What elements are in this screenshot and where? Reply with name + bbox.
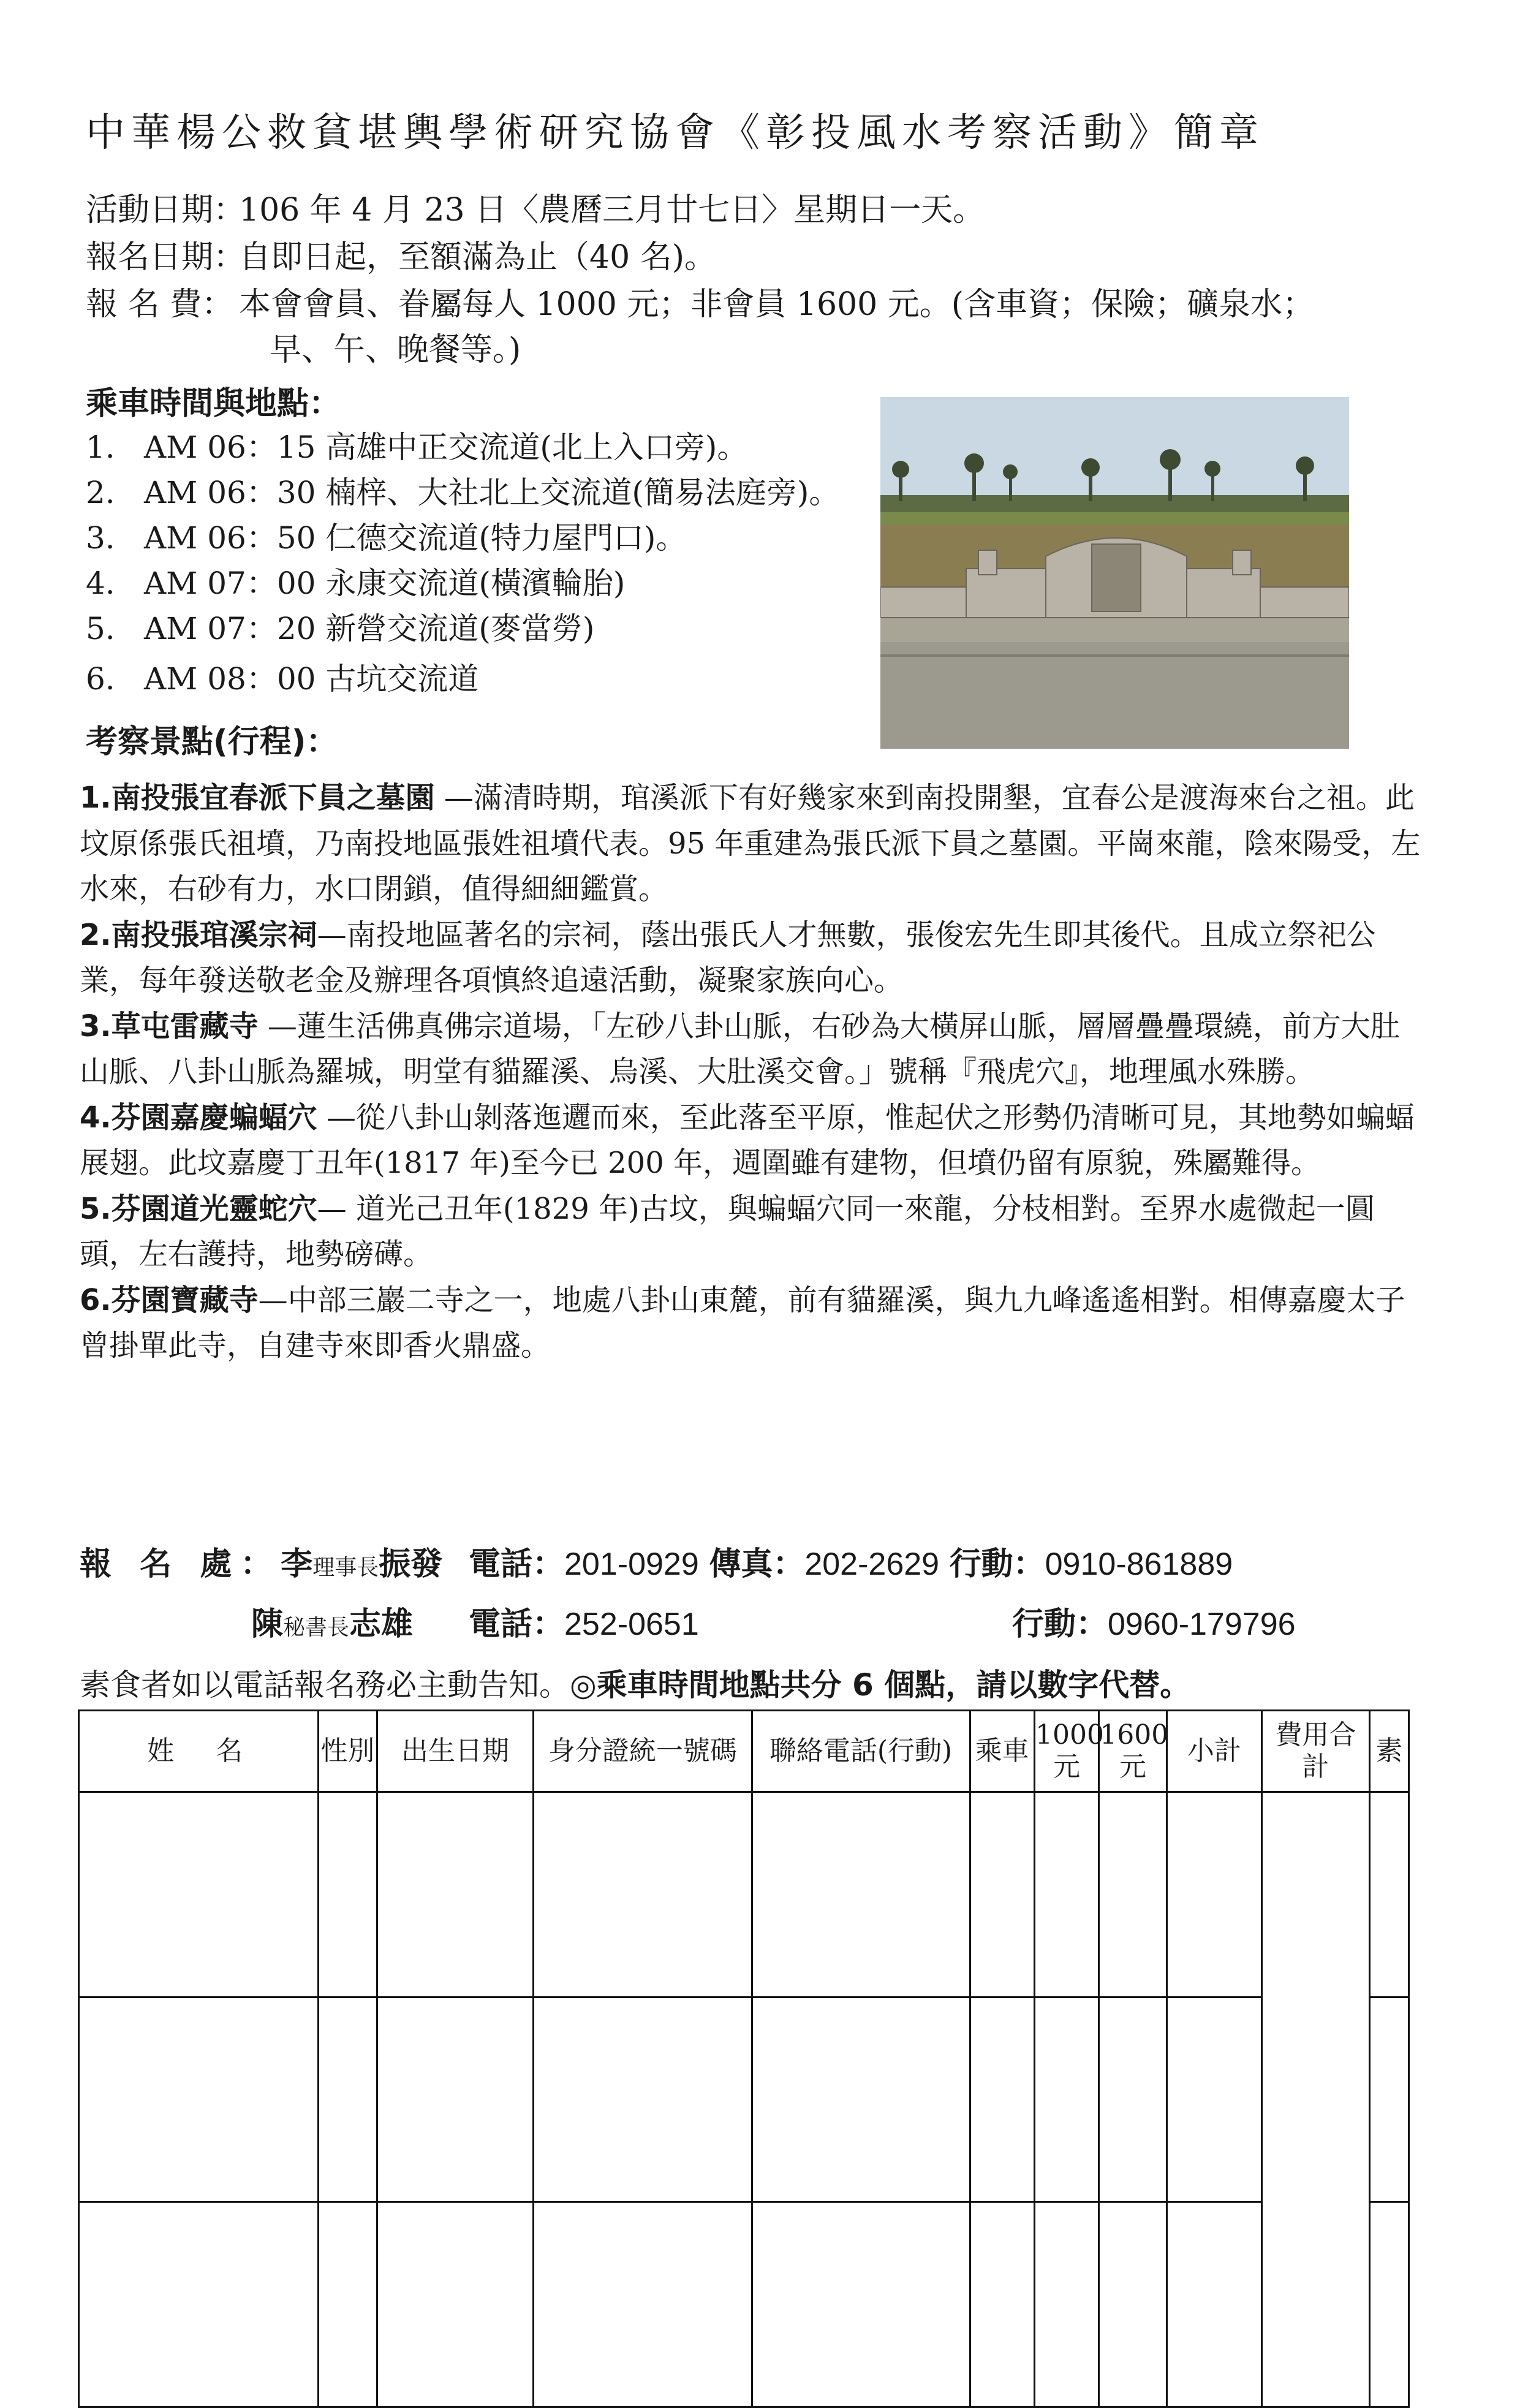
signup-fee-label: 報 名 費：	[86, 286, 234, 323]
contact-role: 秘書長	[283, 1615, 350, 1640]
activity-date-label: 活動日期：	[86, 192, 246, 229]
phone-number: 252-0651	[564, 1607, 699, 1642]
site-description: —滿清時期，琯溪派下有好幾家來到南投開墾，宜春公是渡海來台之祖。此坟原係張氏祖墳，乃南投地區張姓祖墳代表。95 年重建為張氏派下員之墓園。平崗來龍，陰來陽受，左水來，右砂有力，水口閉鎖，值得細細鑑賞。	[80, 781, 1421, 906]
form-cell-pickup[interactable]	[970, 2202, 1034, 2407]
signup-fee-continued: 早、午、晚餐等。)	[270, 331, 521, 368]
signup-date-label: 報名日期：	[86, 239, 246, 276]
pickup-code-note: ◎乘車時間地點共分 6 個點，請以數字代替。	[570, 1667, 1191, 1703]
site-title: 1.南投張宜春派下員之墓園	[80, 781, 435, 815]
contact-row-2-mobile	[1012, 1598, 1296, 1644]
site-item	[80, 1095, 1427, 1186]
pickup-stop-text: AM 07：00 永康交流道(橫濱輪胎)	[144, 566, 626, 601]
site-title: 3.草屯雷藏寺	[80, 1009, 259, 1043]
form-cell-pickup[interactable]	[970, 1997, 1034, 2202]
pickup-stop	[86, 468, 839, 512]
form-cell-birth-date[interactable]	[377, 2202, 534, 2407]
form-cell-id-number[interactable]	[534, 1792, 752, 1997]
form-row	[79, 2202, 1409, 2407]
contact-row-1-numbers	[469, 1538, 1233, 1584]
contact-row-2	[251, 1598, 413, 1644]
activity-date	[86, 184, 985, 230]
pickup-stop	[86, 654, 478, 699]
site-description: —蓮生活佛真佛宗道場，「左砂八卦山脈，右砂為大橫屏山脈，層層疊疊環繞，前方大肚山脈、八卦山脈為羅城，明堂有貓羅溪、烏溪、大肚溪交會。」號稱『飛虎穴』，地理風水殊勝。	[80, 1009, 1400, 1089]
form-cell-vegetarian[interactable]	[1369, 1792, 1408, 1997]
form-cell-total[interactable]	[1262, 1792, 1370, 2407]
form-cell-subtotal[interactable]	[1166, 1997, 1262, 2202]
header-total: 費用合計	[1262, 1711, 1370, 1792]
mobile-label: 行動：	[949, 1546, 1045, 1583]
mobile-number: 0910-861889	[1045, 1547, 1233, 1582]
site-description: —從八卦山剝落迤邐而來，至此落至平原，惟起伏之形勢仍清晰可見，其地勢如蝙蝠展翅。此坟嘉慶丁丑年(1817 年)至今已 200 年，週圍雖有建物，但墳仍留有原貌，殊屬難得。	[80, 1100, 1415, 1180]
form-cell-vegetarian[interactable]	[1369, 2202, 1408, 2407]
contact-role: 理事長	[312, 1555, 379, 1580]
contact-row-1	[80, 1538, 442, 1584]
form-cell-fee-1600[interactable]	[1099, 1997, 1166, 2202]
form-cell-fee-1600[interactable]	[1099, 1792, 1166, 1997]
pickup-stop	[86, 559, 625, 603]
form-cell-pickup[interactable]	[970, 1792, 1034, 1997]
form-cell-fee-1600[interactable]	[1099, 2202, 1166, 2407]
site-title: 5.芬園道光靈蛇穴	[80, 1191, 317, 1226]
site-item	[80, 1004, 1427, 1095]
mobile-label: 行動：	[1012, 1606, 1108, 1643]
contact-name: 振發	[379, 1546, 443, 1583]
fax-number: 202-2629	[804, 1547, 940, 1582]
header-pickup: 乘車	[970, 1711, 1034, 1792]
signup-fee	[86, 278, 1314, 324]
pickup-stop	[86, 513, 686, 558]
pickup-heading: 乘車時間與地點：	[86, 385, 341, 422]
pickup-stop-number: 5.	[86, 611, 115, 646]
header-gender: 性別	[319, 1711, 377, 1792]
form-cell-name[interactable]	[79, 1792, 319, 1997]
registration-form	[78, 1709, 1410, 2408]
site-item	[80, 775, 1427, 912]
pickup-stop-number: 4.	[86, 566, 115, 601]
pickup-stop-text: AM 06：50 仁德交流道(特力屋門口)。	[144, 520, 687, 556]
form-row	[79, 1997, 1409, 2202]
header-subtotal: 小計	[1166, 1711, 1262, 1792]
form-cell-phone[interactable]	[752, 2202, 970, 2407]
pickup-stop-text: AM 06：30 楠梓、大社北上交流道(簡易法庭旁)。	[144, 475, 840, 510]
header-vegetarian: 素	[1369, 1711, 1408, 1792]
form-cell-vegetarian[interactable]	[1369, 1997, 1408, 2202]
form-cell-name[interactable]	[79, 1997, 319, 2202]
header-fee-1600: 1600元	[1099, 1711, 1166, 1792]
signup-fee-value: 本會會員、眷屬每人 1000 元；非會員 1600 元。(含車資；保險；礦泉水；	[239, 286, 1315, 323]
vegetarian-note: 素食者如以電話報名務必主動告知。	[80, 1667, 570, 1703]
phone-number: 201-0929	[564, 1547, 699, 1582]
form-cell-subtotal[interactable]	[1166, 1792, 1262, 1997]
pickup-stop-text: AM 08：00 古坑交流道	[144, 661, 479, 697]
form-header-row	[79, 1711, 1409, 1792]
form-cell-birth-date[interactable]	[377, 1997, 534, 2202]
header-phone: 聯絡電話(行動)	[752, 1711, 970, 1792]
form-cell-id-number[interactable]	[534, 2202, 752, 2407]
form-cell-gender[interactable]	[319, 1997, 377, 2202]
header-fee-1000: 1000元	[1034, 1711, 1098, 1792]
document-title: 中華楊公救貧堪輿學術研究協會《彰投風水考察活動》簡章	[86, 110, 1265, 156]
pickup-stop-number: 1.	[86, 430, 115, 465]
contact-label: 報 名 處：	[80, 1546, 281, 1583]
pickup-stop-number: 2.	[86, 475, 115, 510]
mobile-number: 0960-179796	[1108, 1607, 1296, 1642]
contact-surname: 李	[281, 1546, 313, 1583]
site-description: —南投地區著名的宗祠，蔭出張氏人才無數，張俊宏先生即其後代。且成立祭祀公業，每年發送敬老金及辦理各項慎終追遠活動，凝聚家族向心。	[80, 917, 1376, 998]
site-description: —中部三巖二寺之一，地處八卦山東麓，前有貓羅溪，與九九峰遙遙相對。相傳嘉慶太子曾掛單此寺，自建寺來即香火鼎盛。	[80, 1282, 1405, 1363]
form-cell-fee-1000[interactable]	[1034, 1792, 1098, 1997]
pickup-stop-number: 6.	[86, 661, 115, 697]
form-cell-phone[interactable]	[752, 1997, 970, 2202]
pickup-stop	[86, 423, 747, 467]
signup-date-value: 自即日起，至額滿為止（40 名)。	[239, 239, 716, 276]
form-cell-fee-1000[interactable]	[1034, 2202, 1098, 2407]
activity-date-value: 106 年 4 月 23 日〈農曆三月廿七日〉星期日一天。	[239, 192, 985, 229]
header-id-number: 身分證統一號碼	[534, 1711, 752, 1792]
form-cell-id-number[interactable]	[534, 1997, 752, 2202]
form-cell-subtotal[interactable]	[1166, 2202, 1262, 2407]
site-item	[80, 912, 1427, 1004]
form-cell-birth-date[interactable]	[377, 1792, 534, 1997]
contact-surname: 陳	[251, 1606, 284, 1643]
form-cell-gender[interactable]	[319, 1792, 377, 1997]
header-birth-date: 出生日期	[377, 1711, 534, 1792]
header-name: 姓 名	[79, 1711, 319, 1792]
form-cell-fee-1000[interactable]	[1034, 1997, 1098, 2202]
pickup-stop	[86, 604, 594, 648]
site-title: 2.南投張琯溪宗祠	[80, 917, 317, 952]
signup-date	[86, 231, 716, 277]
site-title: 4.芬園嘉慶蝙蝠穴	[80, 1100, 317, 1135]
registration-note	[80, 1660, 1190, 1705]
form-cell-gender[interactable]	[319, 2202, 377, 2407]
contact-row-2-phone	[469, 1598, 699, 1644]
pickup-stop-number: 3.	[86, 520, 115, 556]
phone-label: 電話：	[469, 1546, 565, 1583]
site-item	[80, 1186, 1427, 1278]
site-description: — 道光己丑年(1829 年)古坟，與蝙蝠穴同一來龍，分枝相對。至界水處微起一圓頭，左右護持，地勢磅礡。	[80, 1191, 1375, 1271]
sites-heading: 考察景點(行程)：	[86, 724, 338, 760]
form-cell-phone[interactable]	[752, 1792, 970, 1997]
pickup-stop-text: AM 07：20 新營交流道(麥當勞)	[144, 611, 595, 646]
form-row	[79, 1792, 1409, 1997]
site-title: 6.芬園寶藏寺	[80, 1282, 259, 1317]
tomb-photo	[880, 397, 1349, 749]
tomb-photo-image	[880, 397, 1349, 749]
phone-label: 電話：	[469, 1606, 565, 1643]
pickup-stop-text: AM 06：15 高雄中正交流道(北上入口旁)。	[144, 430, 748, 465]
site-item	[80, 1278, 1427, 1369]
contact-name: 志雄	[349, 1606, 414, 1643]
fax-label: 傳真：	[709, 1546, 805, 1583]
form-cell-name[interactable]	[79, 2202, 319, 2407]
site-list	[80, 775, 1427, 1369]
